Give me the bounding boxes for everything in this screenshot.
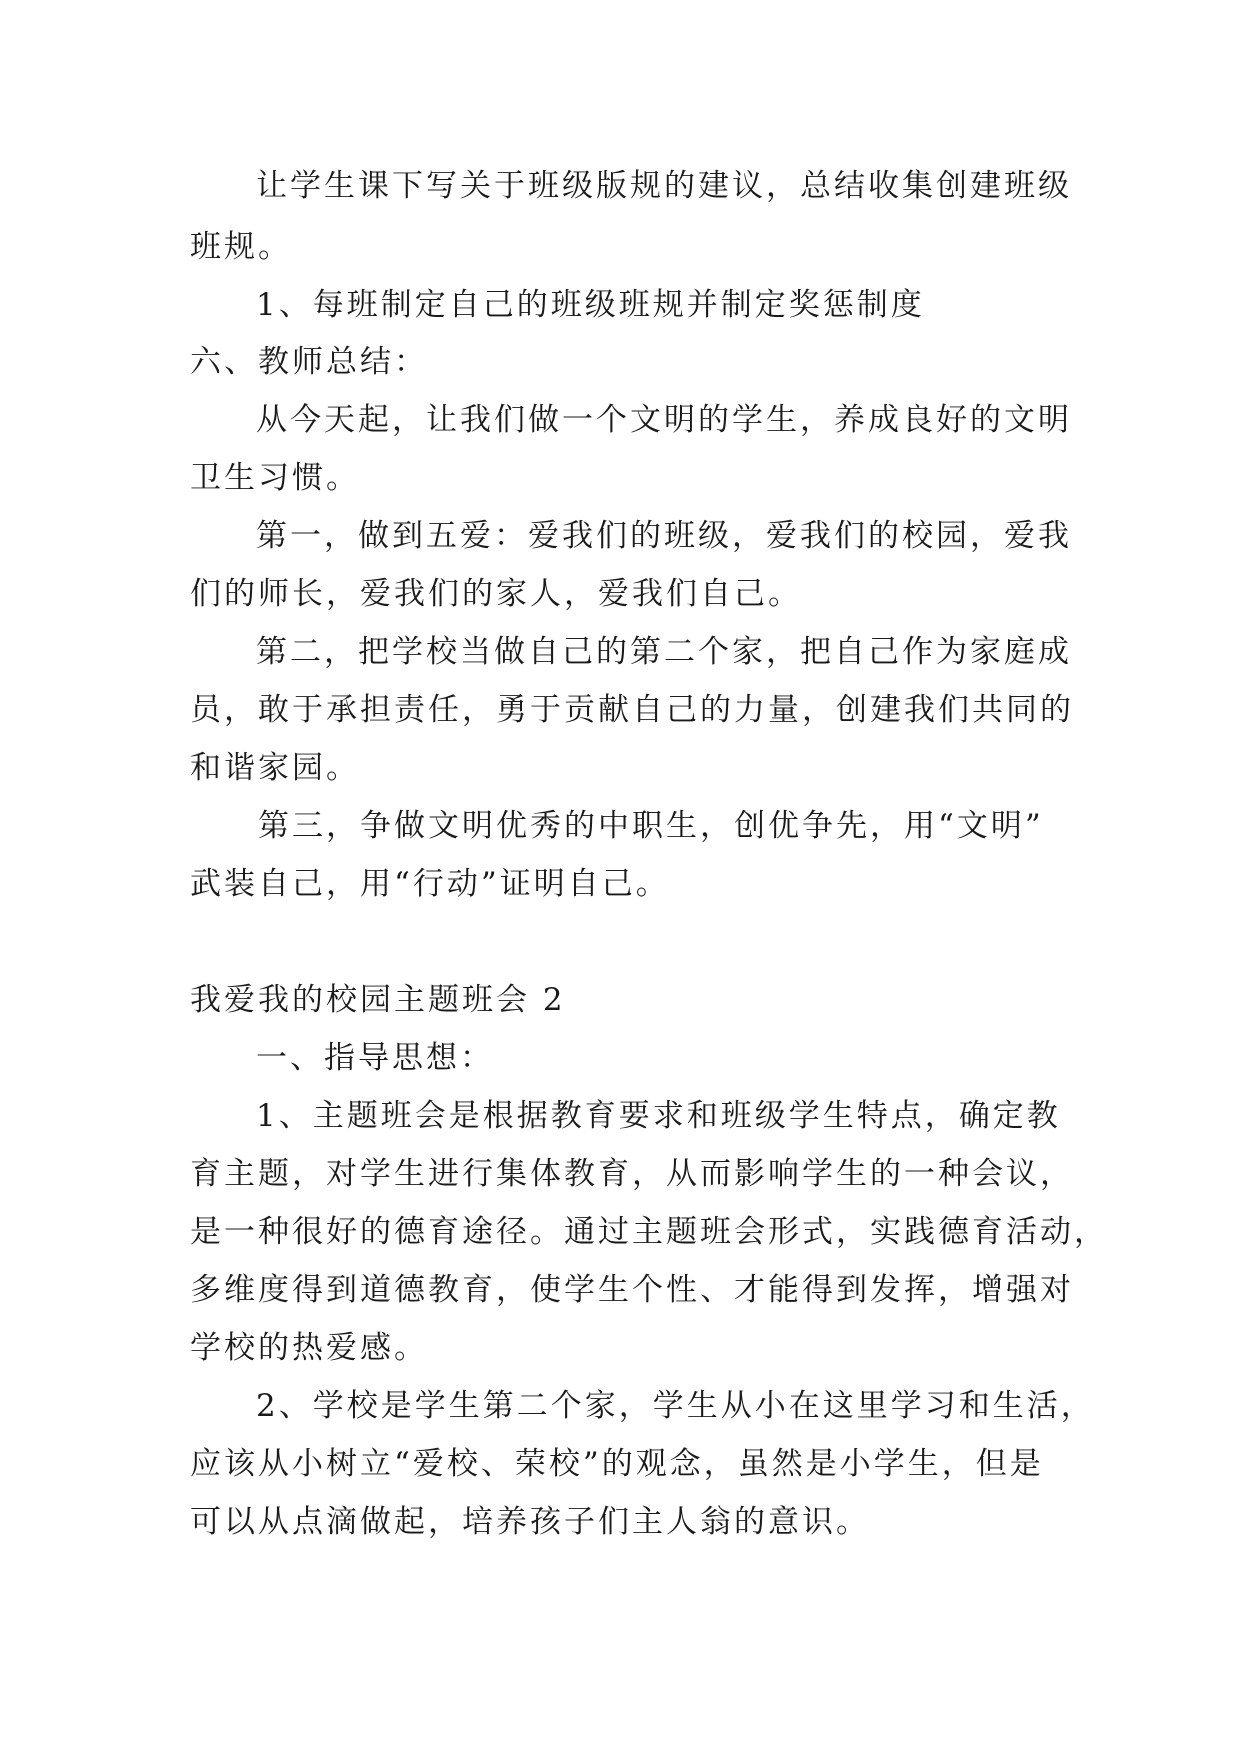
paragraph-line: 员，敢于承担责任，勇于贡献自己的力量，创建我们共同的 <box>190 692 1074 728</box>
paragraph-line: 们的师长，爱我们的家人，爱我们自己。 <box>190 576 802 612</box>
paragraph-line: 卫生习惯。 <box>190 460 360 496</box>
paragraph-line: 育主题，对学生进行集体教育，从而影响学生的一种会议， <box>190 1156 1074 1192</box>
paragraph-line: 1、主题班会是根据教育要求和班级学生特点，确定教 <box>256 1098 1061 1134</box>
paragraph-line: 应该从小树立“爱校、荣校”的观念，虽然是小学生，但是 <box>190 1446 1044 1482</box>
paragraph-line: 可以从点滴做起，培养孩子们主人翁的意识。 <box>190 1504 870 1540</box>
paragraph-line: 2、学校是学生第二个家，学生从小在这里学习和生活， <box>256 1388 1095 1424</box>
paragraph-line: 从今天起，让我们做一个文明的学生，养成良好的文明 <box>256 402 1072 438</box>
paragraph-line: 和谐家园。 <box>190 750 360 786</box>
paragraph-line: 学校的热爱感。 <box>190 1330 428 1366</box>
paragraph-line: 班规。 <box>190 229 292 265</box>
section-heading: 六、教师总结： <box>190 344 428 380</box>
paragraph-line: 让学生课下写关于班级版规的建议，总结收集创建班级 <box>256 168 1072 204</box>
paragraph-line: 1、每班制定自己的班级班规并制定奖惩制度 <box>256 287 925 323</box>
paragraph-line: 第二，把学校当做自己的第二个家，把自己作为家庭成 <box>256 634 1072 670</box>
paragraph-line: 多维度得到道德教育，使学生个性、才能得到发挥，增强对 <box>190 1272 1074 1308</box>
section-heading: 一、指导思想： <box>256 1040 494 1076</box>
paragraph-line: 第一，做到五爱：爱我们的班级，爱我们的校园，爱我 <box>256 518 1072 554</box>
paragraph-line: 是一种很好的德育途径。通过主题班会形式，实践德育活动， <box>190 1214 1108 1250</box>
paragraph-line: 武装自己，用“行动”证明自己。 <box>190 866 670 902</box>
document-title: 我爱我的校园主题班会 2 <box>190 982 566 1018</box>
paragraph-line: 第三，争做文明优秀的中职生，创优争先，用“文明” <box>258 808 1044 844</box>
